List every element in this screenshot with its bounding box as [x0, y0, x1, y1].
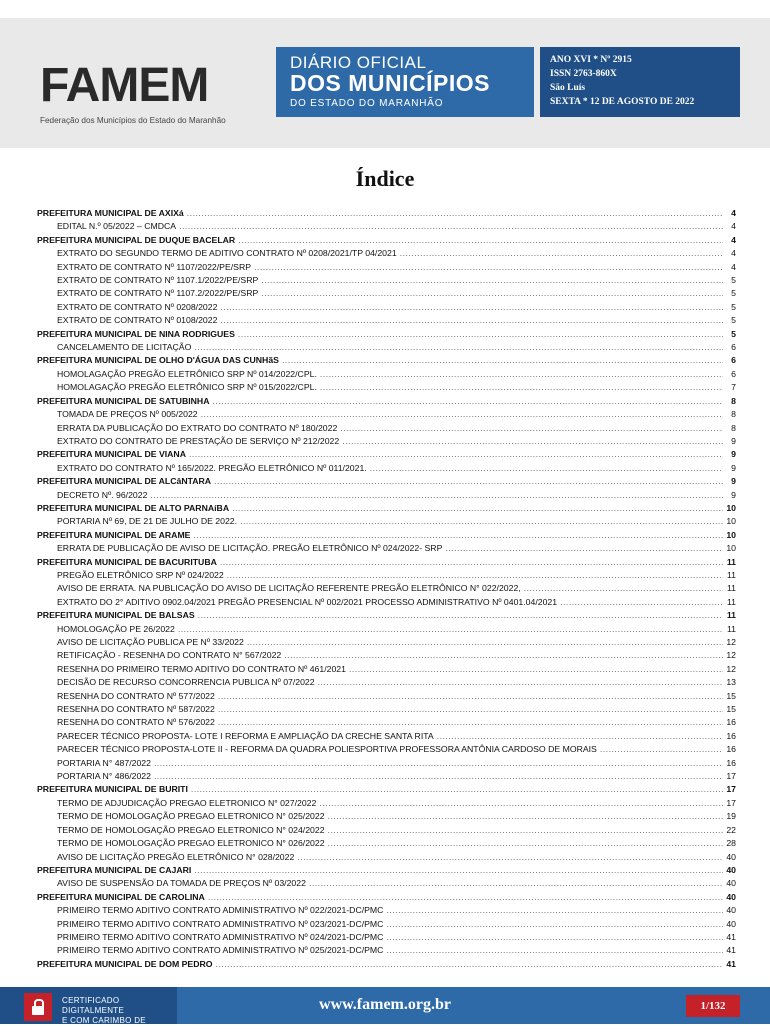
- toc-entry[interactable]: [37, 757, 736, 770]
- toc-entry-title: PREFEITURA MUNICIPAL DE DOM PEDRO: [37, 958, 213, 969]
- toc-page-number: 12: [726, 650, 736, 661]
- toc-entry-title: RESENHA DO CONTRATO Nº 577/2022: [57, 690, 215, 701]
- dot-leader: [238, 234, 723, 247]
- toc-entry-title: PREFEITURA MUNICIPAL DE VIANA: [37, 449, 186, 460]
- toc-entry[interactable]: [37, 743, 736, 756]
- toc-entry-title: PREFEITURA MUNICIPAL DE ALTO PARNAíBA: [37, 502, 230, 513]
- toc-page-number: 19: [726, 811, 736, 822]
- toc-section-heading[interactable]: [37, 958, 736, 971]
- dot-leader: [328, 837, 723, 850]
- toc-entry-title: CANCELAMENTO DE LICITAÇÃO: [57, 342, 192, 353]
- toc-page-number: 9: [731, 462, 736, 473]
- dot-leader: [284, 649, 723, 662]
- toc-page-number: 11: [726, 596, 736, 607]
- toc-entry-title: PREFEITURA MUNICIPAL DE ALCâNTARA: [37, 476, 212, 487]
- toc-entry[interactable]: [37, 422, 736, 435]
- toc-page-number: 11: [726, 583, 736, 594]
- toc-page-number: 40: [726, 878, 736, 889]
- website-link[interactable]: www.famem.org.br: [319, 996, 451, 1013]
- dot-leader: [187, 207, 723, 220]
- dot-leader: [254, 261, 723, 274]
- toc-entry-title: RESENHA DO PRIMEIRO TERMO ADITIVO DO CONTRATO Nº 461/2021: [57, 663, 346, 674]
- toc-entry[interactable]: [37, 489, 736, 502]
- toc-section-heading[interactable]: [37, 783, 736, 796]
- toc-entry[interactable]: [37, 810, 736, 823]
- toc-entry-title: EDITAL N.º 05/2022 – CMDCA: [57, 221, 177, 232]
- toc-entry-title: PORTARIA Nº 69, DE 21 DE JULHO DE 2022.: [57, 516, 238, 527]
- dot-leader: [400, 247, 723, 260]
- dot-leader: [261, 287, 723, 300]
- toc-page-number: 40: [726, 891, 736, 902]
- city: São Luís: [550, 83, 586, 93]
- toc-entry[interactable]: [37, 569, 736, 582]
- dot-leader: [220, 556, 723, 569]
- toc-entry[interactable]: [37, 261, 736, 274]
- banner-line-3: DO ESTADO DO MARANHÃO: [290, 98, 444, 109]
- toc-entry[interactable]: [37, 341, 736, 354]
- toc-page-number: 4: [731, 248, 736, 259]
- toc-entry[interactable]: [37, 770, 736, 783]
- toc-entry[interactable]: [37, 515, 736, 528]
- dot-leader: [600, 743, 723, 756]
- toc-entry[interactable]: [37, 287, 736, 300]
- toc-entry-title: HOMOLOGAÇÃO PE 26/2022: [57, 623, 175, 634]
- issn: ISSN 2763-860X: [550, 69, 617, 79]
- toc-entry[interactable]: [37, 904, 736, 917]
- toc-page-number: 9: [731, 449, 736, 460]
- toc-entry-title: EXTRATO DE CONTRATO Nº 1107.1/2022/PE/SRP: [57, 275, 259, 286]
- dot-leader: [328, 810, 723, 823]
- toc-entry-title: EXTRATO DO SEGUNDO TERMO DE ADITIVO CONTRATO Nº 0208/2021/TP 04/2021: [57, 248, 397, 259]
- toc-entry-title: EXTRATO DO 2° ADITIVO 0902.04/2021 PREGÃO PRESENCIAL Nº 002/2021 PROCESSO ADMINISTRATIVO Nº 0401.04/2021: [57, 596, 558, 607]
- toc-page-number: 11: [726, 623, 736, 634]
- toc-entry[interactable]: [37, 877, 736, 890]
- toc-entry-title: EXTRATO DE CONTRATO Nº 0208/2022: [57, 301, 218, 312]
- dot-leader: [218, 690, 723, 703]
- dot-leader: [201, 408, 723, 421]
- toc-entry[interactable]: [37, 824, 736, 837]
- toc-entry-title: PRIMEIRO TERMO ADITIVO CONTRATO ADMINISTRATIVO Nº 023/2021-DC/PMC: [57, 918, 384, 929]
- toc-entry-title: TERMO DE HOMOLOGAÇÃO PREGAO ELETRONICO N° 025/2022: [57, 811, 325, 822]
- banner-line-1: DIÁRIO OFICIAL: [290, 53, 427, 72]
- toc-page-number: 6: [731, 368, 736, 379]
- toc-entry[interactable]: [37, 797, 736, 810]
- toc-page-number: 16: [726, 717, 736, 728]
- toc-page-number: 40: [726, 905, 736, 916]
- toc-page-number: 11: [726, 610, 736, 621]
- toc-entry-title: HOMOLAGAÇÃO PREGÃO ELETRÔNICO SRP Nº 014/2022/CPL.: [57, 368, 317, 379]
- toc-page-number: 12: [726, 637, 736, 647]
- toc-entry[interactable]: [37, 663, 736, 676]
- dot-leader: [154, 757, 723, 770]
- dot-leader: [191, 783, 723, 796]
- toc-entry-title: TERMO DE ADJUDICAÇÃO PREGAO ELETRONICO N° 027/2022: [57, 797, 317, 808]
- toc-page-number: 41: [726, 945, 736, 956]
- dot-leader: [194, 341, 723, 354]
- toc-entry-title: HOMOLAGAÇÃO PREGÃO ELETRÔNICO SRP Nº 015/2022/CPL.: [57, 382, 317, 393]
- toc-entry[interactable]: [37, 730, 736, 743]
- dot-leader: [370, 462, 723, 475]
- toc-page-number: 4: [731, 221, 736, 232]
- toc-entry-title: PRIMEIRO TERMO ADITIVO CONTRATO ADMINISTRATIVO Nº 022/2021-DC/PMC: [57, 905, 384, 916]
- dot-leader: [179, 220, 723, 233]
- toc-page-number: 16: [726, 757, 736, 768]
- toc-page-number: 41: [726, 931, 736, 942]
- toc-entry[interactable]: [37, 851, 736, 864]
- toc-entry-title: PRIMEIRO TERMO ADITIVO CONTRATO ADMINISTRATIVO Nº 024/2021-DC/PMC: [57, 931, 384, 942]
- toc-entry[interactable]: [37, 931, 736, 944]
- dot-leader: [227, 569, 723, 582]
- dot-leader: [240, 515, 723, 528]
- toc-entry[interactable]: [37, 716, 736, 729]
- toc-page-number: 5: [731, 328, 736, 339]
- toc-entry[interactable]: [37, 274, 736, 287]
- toc-entry-title: AVISO DE LICITAÇÃO PUBLICA PE Nº 33/2022: [57, 637, 244, 647]
- toc-entry-title: PREFEITURA MUNICIPAL DE BALSAS: [37, 610, 195, 621]
- publication-banner: [276, 47, 740, 117]
- dot-leader: [445, 542, 723, 555]
- toc-entry[interactable]: [37, 381, 736, 394]
- dot-leader: [189, 448, 723, 461]
- dot-leader: [208, 891, 723, 904]
- toc-page-number: 16: [726, 730, 736, 741]
- toc-page-number: 9: [731, 476, 736, 487]
- toc-page-number: 40: [726, 864, 736, 875]
- toc-page-number: 15: [726, 690, 736, 701]
- cert-line-1: CERTIFICADO DIGITALMENTE: [62, 996, 125, 1015]
- toc-entry[interactable]: [37, 435, 736, 448]
- toc-entry-title: PREFEITURA MUNICIPAL DE OLHO D'ÁGUA DAS CUNHãS: [37, 355, 279, 366]
- dot-leader: [194, 864, 723, 877]
- toc-page-number: 4: [731, 208, 736, 218]
- toc-entry[interactable]: [37, 462, 736, 475]
- toc-entry-title: EXTRATO DE CONTRATO Nº 1107.2/2022/PE/SRP: [57, 288, 259, 299]
- toc-entry-title: PREFEITURA MUNICIPAL DE ARAME: [37, 529, 191, 540]
- toc-section-heading[interactable]: [37, 354, 736, 367]
- toc-entry-title: EXTRATO DE CONTRATO Nº 1107/2022/PE/SRP: [57, 261, 252, 272]
- toc-page-number: 10: [726, 502, 736, 513]
- toc-section-heading[interactable]: [37, 891, 736, 904]
- toc-entry-title: PREFEITURA MUNICIPAL DE BACURITUBA: [37, 556, 217, 567]
- dot-leader: [320, 381, 723, 394]
- toc-page-number: 9: [731, 435, 736, 446]
- dot-leader: [150, 489, 723, 502]
- dot-leader: [261, 274, 723, 287]
- issue-date: SEXTA * 12 DE AGOSTO DE 2022: [550, 97, 695, 107]
- dot-leader: [318, 676, 723, 689]
- toc-entry-title: PORTARIA N° 487/2022: [57, 757, 151, 768]
- toc-entry[interactable]: [37, 247, 736, 260]
- toc-section-heading[interactable]: [37, 328, 736, 341]
- dot-leader: [386, 944, 723, 957]
- dot-leader: [198, 609, 723, 622]
- toc-entry[interactable]: [37, 837, 736, 850]
- toc-page-number: 9: [731, 489, 736, 500]
- toc-page-number: 22: [726, 824, 736, 835]
- toc-entry-title: PREFEITURA MUNICIPAL DE CAJARI: [37, 864, 192, 875]
- dot-leader: [238, 328, 723, 341]
- toc-entry-title: PREFEITURA MUNICIPAL DE BURITI: [37, 784, 188, 795]
- toc-page-number: 17: [726, 784, 736, 795]
- toc-entry-title: RETIFICAÇÃO - RESENHA DO CONTRATO N° 567/2022: [57, 650, 282, 661]
- dot-leader: [220, 314, 723, 327]
- toc-page-number: 7: [731, 382, 736, 393]
- toc-page-number: 8: [731, 422, 736, 433]
- toc-entry-title: PARECER TÉCNICO PROPOSTA-LOTE II - REFORMA DA QUADRA POLIESPORTIVA PROFESSORA ANTÔNIA CARDOSO DE MORAIS: [57, 744, 597, 755]
- toc-entry-title: ERRATA DE PUBLICAÇÃO DE AVISO DE LICITAÇÃO. PREGÃO ELETRÔNICO Nº 024/2022- SRP: [57, 543, 443, 554]
- toc-entry-title: TERMO DE HOMOLOGAÇÃO PREGAO ELETRONICO N° 024/2022: [57, 824, 325, 835]
- page-title: Índice: [355, 166, 415, 191]
- toc-entry-title: PREFEITURA MUNICIPAL DE SATUBINHA: [37, 395, 210, 406]
- dot-leader: [560, 596, 723, 609]
- dot-leader: [297, 851, 723, 864]
- dot-leader: [218, 716, 723, 729]
- toc-entry-title: RESENHA DO CONTRATO Nº 587/2022: [57, 704, 215, 715]
- toc-entry-title: AVISO DE ERRATA. NA PUBLICAÇÃO DO AVISO DE LICITAÇÃO REFERENTE PREGÃO ELETRÔNICO N° 022/2022,: [57, 583, 521, 594]
- toc-section-heading[interactable]: [37, 502, 736, 515]
- toc-section-heading[interactable]: [37, 556, 736, 569]
- page-indicator: 1/132: [686, 995, 740, 1017]
- toc-entry[interactable]: [37, 408, 736, 421]
- toc-entry-title: DECISÃO DE RECURSO CONCORRENCIA PUBLICA Nº 07/2022: [57, 677, 315, 688]
- dot-leader: [386, 931, 723, 944]
- dot-leader: [212, 395, 723, 408]
- toc-page-number: 11: [726, 569, 736, 580]
- dot-leader: [524, 582, 723, 595]
- toc-page-number: 10: [726, 516, 736, 527]
- logo-text: FAMEM: [40, 59, 209, 112]
- toc-section-heading[interactable]: [37, 475, 736, 488]
- toc-entry-title: DECRETO Nº. 96/2022: [57, 489, 148, 500]
- toc-page-number: 11: [726, 556, 736, 567]
- toc-entry[interactable]: [37, 314, 736, 327]
- toc-section-heading[interactable]: [37, 529, 736, 542]
- toc-page-number: 40: [726, 918, 736, 929]
- dot-leader: [232, 502, 723, 515]
- toc-page-number: 17: [726, 797, 736, 808]
- table-of-contents: [37, 207, 736, 971]
- dot-leader: [178, 623, 723, 636]
- toc-page-number: 8: [731, 395, 736, 406]
- dot-leader: [154, 770, 723, 783]
- dot-leader: [309, 877, 723, 890]
- toc-section-heading[interactable]: [37, 207, 736, 220]
- toc-entry-title: PARECER TÉCNICO PROPOSTA- LOTE I REFORMA E AMPLIAÇÃO DA CRECHE SANTA RITA: [57, 730, 434, 741]
- dot-leader: [216, 958, 723, 971]
- toc-entry[interactable]: [37, 542, 736, 555]
- toc-entry[interactable]: [37, 220, 736, 233]
- toc-page-number: 17: [726, 771, 736, 782]
- famem-logo[interactable]: [40, 58, 240, 128]
- toc-entry-title: PREGÃO ELETRÔNICO SRP Nº 024/2022: [57, 569, 224, 580]
- dot-leader: [247, 636, 723, 649]
- toc-page-number: 40: [726, 851, 736, 862]
- toc-entry[interactable]: [37, 944, 736, 957]
- toc-entry[interactable]: [37, 582, 736, 595]
- toc-entry-title: PORTARIA N° 486/2022: [57, 771, 151, 782]
- toc-entry[interactable]: [37, 649, 736, 662]
- toc-page-number: 13: [726, 677, 736, 688]
- toc-page-number: 6: [731, 342, 736, 353]
- logo-subtitle: Federação dos Municípios do Estado do Maranhão: [40, 116, 226, 125]
- footer-bar: [0, 987, 770, 1035]
- toc-entry-title: TERMO DE HOMOLOGAÇÃO PREGAO ELETRONICO N° 026/2022: [57, 838, 325, 849]
- banner-line-2: DOS MUNICÍPIOS: [290, 70, 490, 96]
- toc-entry-title: RESENHA DO CONTRATO Nº 576/2022: [57, 717, 215, 728]
- dot-leader: [342, 435, 723, 448]
- toc-page-number: 28: [726, 838, 736, 849]
- toc-entry-title: AVISO DE SUSPENSÃO DA TOMADA DE PREÇOS Nº 03/2022: [57, 878, 306, 889]
- toc-entry[interactable]: [37, 636, 736, 649]
- toc-page-number: 10: [726, 529, 736, 540]
- banner-title-block: [276, 47, 534, 117]
- dot-leader: [193, 529, 723, 542]
- dot-leader: [319, 797, 723, 810]
- toc-entry-title: EXTRATO DE CONTRATO Nº 0108/2022: [57, 315, 218, 326]
- toc-section-heading[interactable]: [37, 609, 736, 622]
- toc-page-number: 5: [731, 315, 736, 326]
- dot-leader: [386, 904, 723, 917]
- toc-entry[interactable]: [37, 596, 736, 609]
- toc-section-heading[interactable]: [37, 864, 736, 877]
- dot-leader: [340, 422, 723, 435]
- toc-section-heading[interactable]: [37, 448, 736, 461]
- toc-section-heading[interactable]: [37, 395, 736, 408]
- toc-entry[interactable]: [37, 918, 736, 931]
- toc-entry[interactable]: [37, 703, 736, 716]
- dot-leader: [437, 730, 723, 743]
- dot-leader: [386, 918, 723, 931]
- dot-leader: [320, 368, 723, 381]
- toc-entry-title: EXTRATO DO CONTRATO DE PRESTAÇÃO DE SERVIÇO Nº 212/2022: [57, 435, 340, 446]
- toc-entry[interactable]: [37, 368, 736, 381]
- toc-entry[interactable]: [37, 623, 736, 636]
- edition-number: ANO XVI * Nº 2915: [550, 55, 632, 65]
- dot-leader: [214, 475, 723, 488]
- dot-leader: [218, 703, 723, 716]
- toc-entry-title: ERRATA DA PUBLICAÇÃO DO EXTRATO DO CONTRATO Nº 180/2022: [57, 422, 338, 433]
- toc-page-number: 41: [726, 958, 736, 969]
- toc-page-number: 15: [726, 704, 736, 715]
- toc-page-number: 5: [731, 288, 736, 299]
- toc-entry-title: PREFEITURA MUNICIPAL DE AXIXá: [37, 208, 184, 218]
- toc-page-number: 5: [731, 301, 736, 312]
- toc-entry[interactable]: [37, 676, 736, 689]
- toc-entry-title: AVISO DE LICITAÇÃO PREGÃO ELETRÔNICO N° 028/2022: [57, 851, 295, 862]
- dot-leader: [328, 824, 723, 837]
- edition-info: [540, 47, 740, 117]
- toc-page-number: 10: [726, 543, 736, 554]
- cert-line-2: E COM CARIMBO DE TEMPO: [62, 1016, 146, 1035]
- toc-page-number: 4: [731, 261, 736, 272]
- toc-entry[interactable]: [37, 301, 736, 314]
- toc-page-number: 12: [726, 663, 736, 674]
- toc-entry-title: PREFEITURA MUNICIPAL DE CAROLINA: [37, 891, 205, 902]
- dot-leader: [349, 663, 723, 676]
- toc-entry-title: EXTRATO DO CONTRATO Nº 165/2022. PREGÃO ELETRÔNICO Nº 011/2021.: [57, 462, 367, 473]
- toc-entry-title: PRIMEIRO TERMO ADITIVO CONTRATO ADMINISTRATIVO Nº 025/2021-DC/PMC: [57, 945, 384, 956]
- toc-page-number: 4: [731, 234, 736, 245]
- toc-page-number: 5: [731, 275, 736, 286]
- toc-page-number: 6: [731, 355, 736, 366]
- dot-leader: [282, 354, 723, 367]
- toc-entry-title: PREFEITURA MUNICIPAL DE NINA RODRIGUES: [37, 328, 235, 339]
- toc-page-number: 16: [726, 744, 736, 755]
- toc-section-heading[interactable]: [37, 234, 736, 247]
- dot-leader: [220, 301, 723, 314]
- toc-entry-title: TOMADA DE PREÇOS Nº 005/2022: [57, 409, 198, 420]
- toc-entry[interactable]: [37, 690, 736, 703]
- toc-page-number: 8: [731, 409, 736, 420]
- toc-entry-title: PREFEITURA MUNICIPAL DE DUQUE BACELAR: [37, 234, 236, 245]
